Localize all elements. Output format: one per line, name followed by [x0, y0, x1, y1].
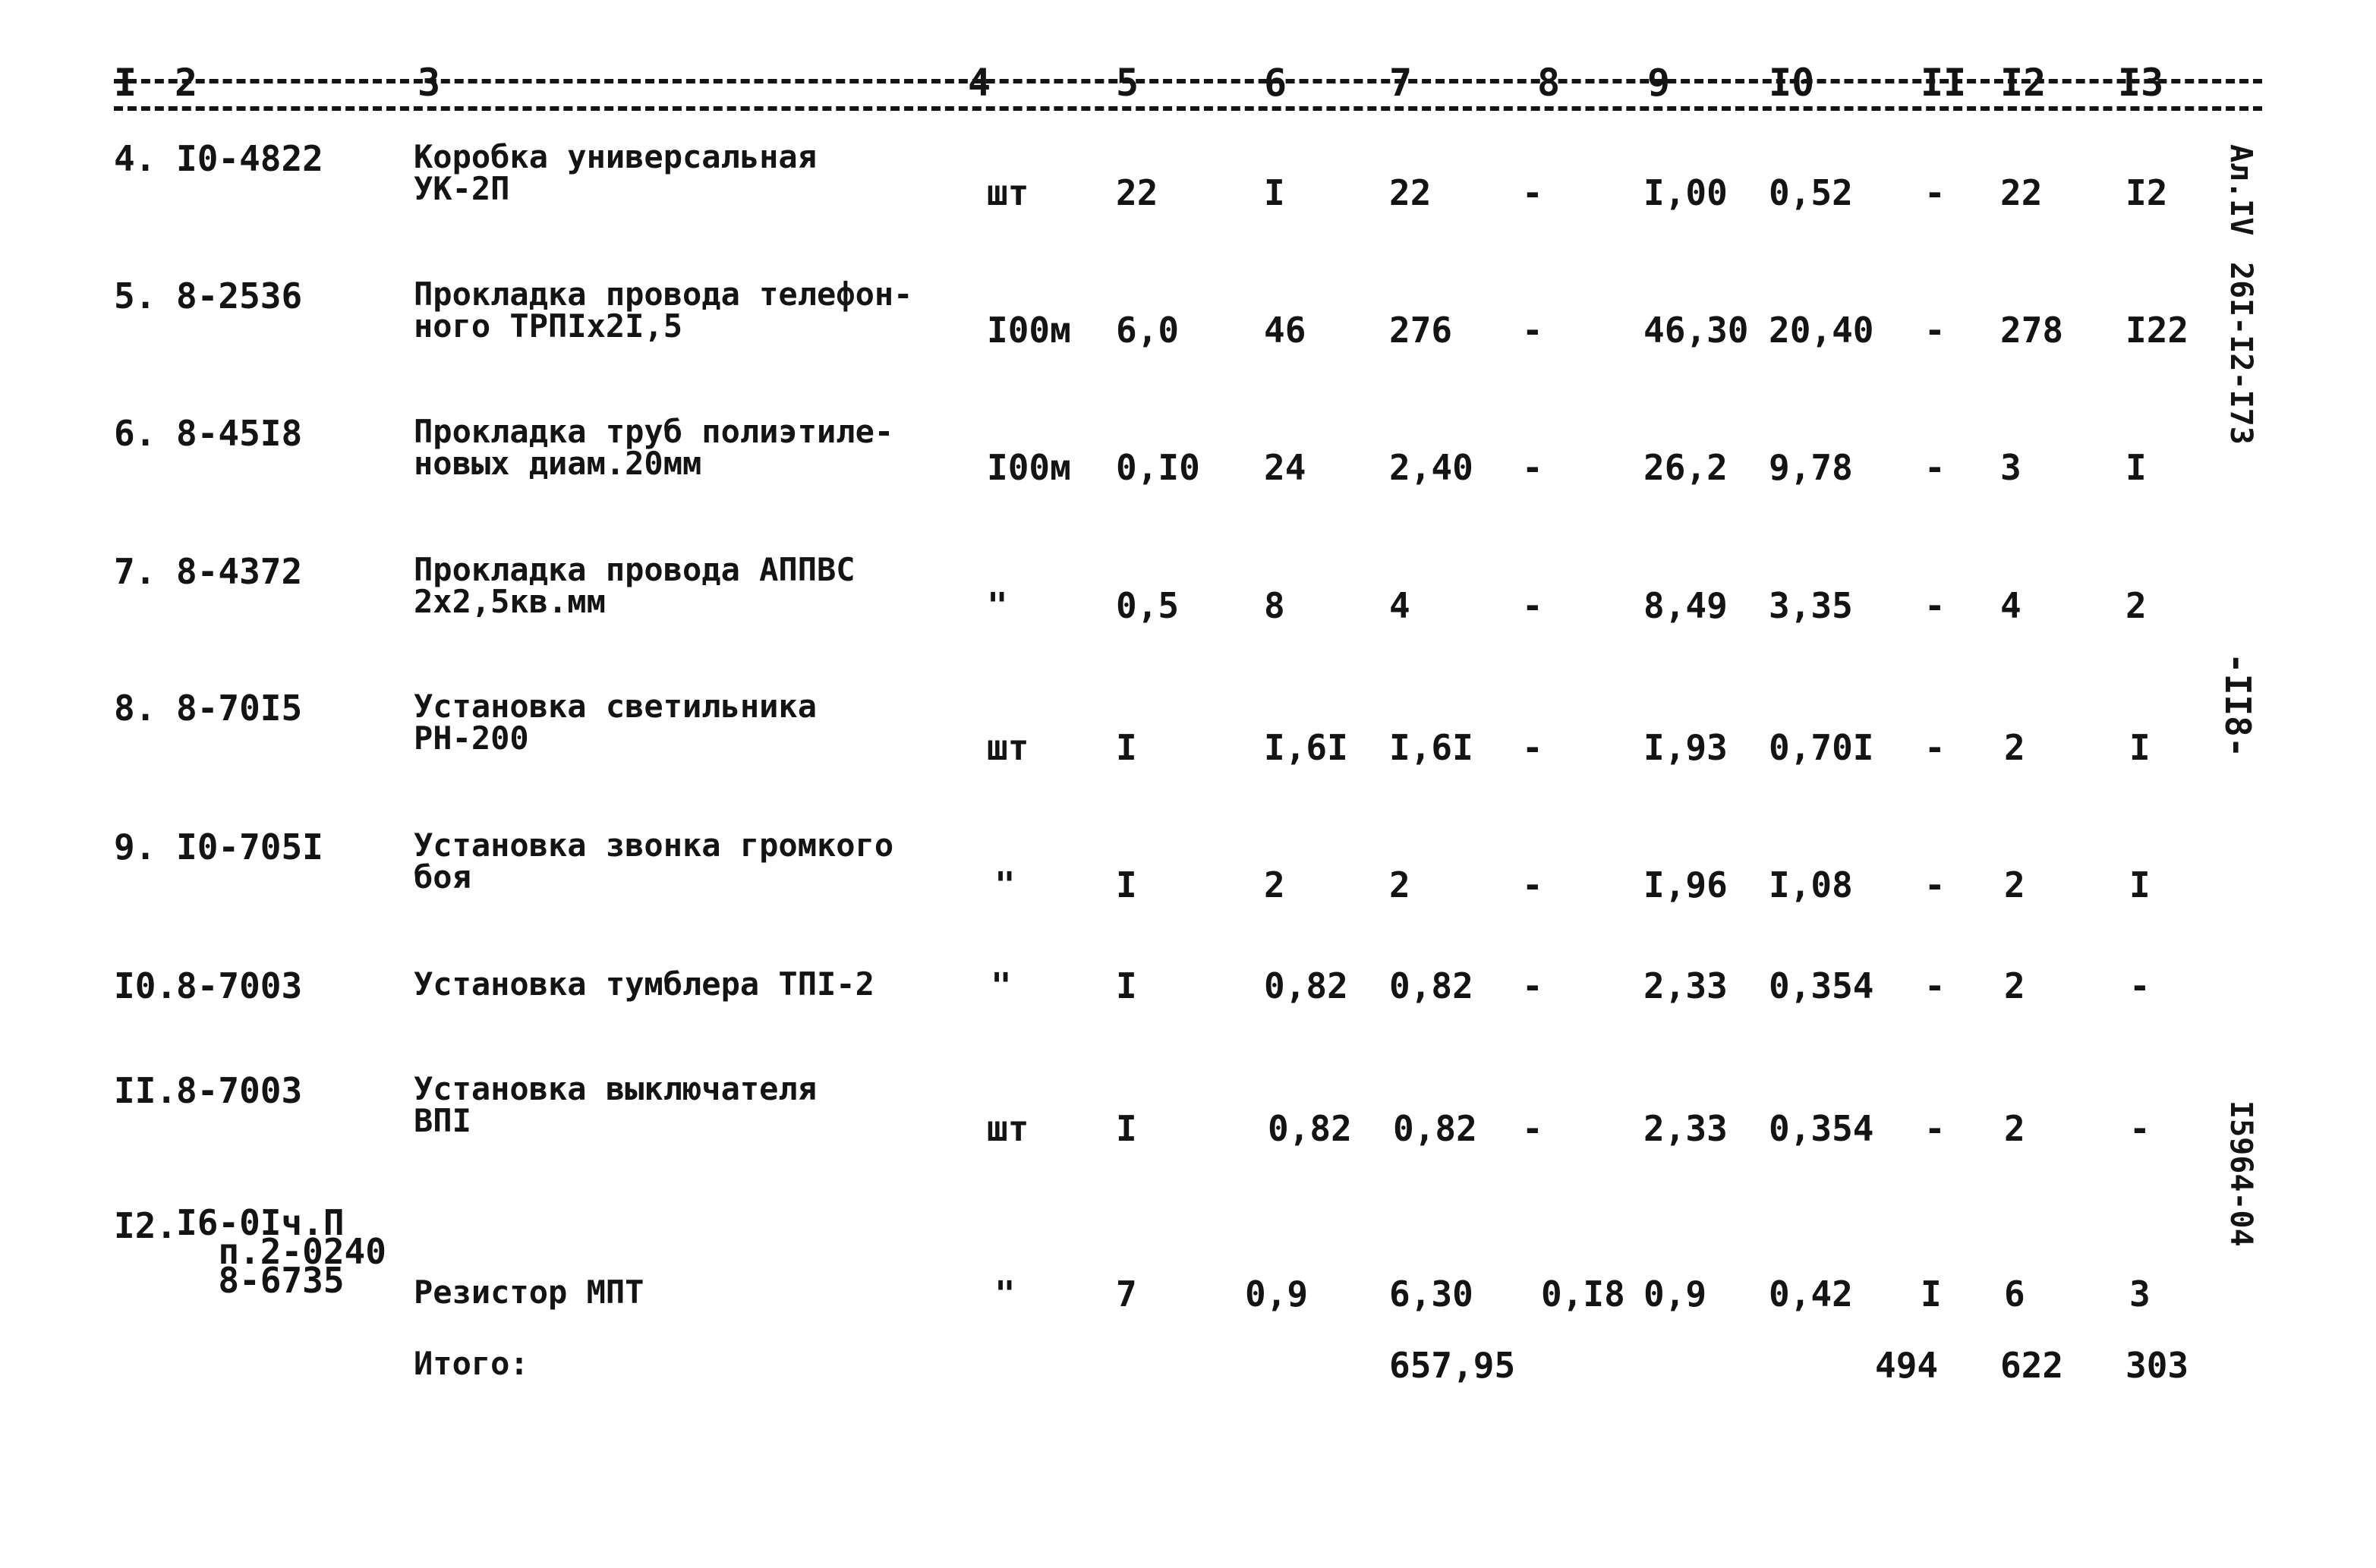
row-col9: 8,49: [1643, 585, 1728, 626]
total-col12: 622: [2000, 1345, 2064, 1386]
row-col8: -: [1522, 1108, 1543, 1149]
row-col6: I: [1264, 172, 1285, 213]
row-col7: 6,30: [1389, 1274, 1473, 1315]
row-col10: 0,354: [1769, 1108, 1874, 1149]
row-col13: 2: [2125, 585, 2147, 626]
row-col8: -: [1522, 727, 1543, 768]
row-code: 8-70I5: [176, 688, 303, 729]
inventory-number-mark: I5964-04: [2223, 1100, 2258, 1247]
row-unit: шт: [987, 727, 1029, 768]
total-col11: 494: [1875, 1345, 1939, 1386]
row-col7: 2: [1389, 864, 1410, 905]
row-col13: -: [2129, 965, 2151, 1006]
row-col6: 2: [1264, 864, 1285, 905]
row-col11: -: [1924, 172, 1946, 213]
row-col12: 2: [2004, 727, 2025, 768]
row-name: Прокладка труб полиэтиле- новых диам.20мм: [414, 413, 894, 482]
row-col12: 2: [2004, 864, 2025, 905]
header-rule-bottom: [114, 106, 2262, 111]
row-number: 4.: [114, 138, 156, 179]
row-col11: -: [1924, 727, 1946, 768]
row-number: 9.: [114, 827, 156, 867]
row-name: Установка выключателя ВПI: [414, 1070, 818, 1139]
row-col6: 46: [1264, 310, 1306, 351]
row-col13: 3: [2129, 1274, 2151, 1315]
row-col8: -: [1522, 310, 1543, 351]
row-col5: I: [1116, 965, 1137, 1006]
row-col7: 276: [1389, 310, 1453, 351]
row-col6: 0,82: [1268, 1108, 1352, 1149]
row-code: I0-4822: [176, 138, 323, 179]
row-col8: -: [1522, 172, 1543, 213]
row-col6: I,6I: [1264, 727, 1348, 768]
row-code: I0-705I: [176, 827, 323, 867]
row-number: 5.: [114, 276, 156, 316]
row-number: I2.: [114, 1205, 178, 1246]
row-col11: -: [1924, 965, 1946, 1006]
row-col9: 46,30: [1643, 310, 1749, 351]
row-number: II.: [114, 1070, 178, 1111]
row-col12: 4: [2000, 585, 2021, 626]
row-col10: 0,70I: [1769, 727, 1874, 768]
row-col7: 22: [1389, 172, 1432, 213]
col-header-11: II: [1921, 61, 1967, 105]
row-name: Прокладка провода телефон- ного ТРПIх2I,5: [414, 276, 913, 345]
col-header-8: 8: [1537, 61, 1561, 105]
col-header-3: 3: [418, 61, 441, 105]
row-col10: 20,40: [1769, 310, 1874, 351]
row-col5: I: [1116, 1108, 1137, 1149]
row-unit: ": [991, 965, 1012, 1006]
row-col7: 0,82: [1393, 1108, 1477, 1149]
col-header-9: 9: [1647, 61, 1671, 105]
row-col6: 0,9: [1245, 1274, 1309, 1315]
row-code: 8-2536: [176, 276, 303, 316]
row-col5: 22: [1116, 172, 1158, 213]
row-col9: 2,33: [1643, 1108, 1728, 1149]
row-name: Прокладка провода АППВС 2х2,5кв.мм: [414, 551, 856, 620]
row-col9: 2,33: [1643, 965, 1728, 1006]
row-unit: шт: [987, 172, 1029, 213]
row-col13: I: [2125, 447, 2147, 488]
col-header-5: 5: [1116, 61, 1139, 105]
row-unit: ": [987, 585, 1008, 626]
row-unit: I00м: [987, 310, 1071, 351]
row-number: I0.: [114, 965, 178, 1006]
col-header-1: I: [114, 61, 137, 105]
row-col5: 0,I0: [1116, 447, 1200, 488]
total-col7: 657,95: [1389, 1345, 1516, 1386]
row-code: 8-7003: [176, 965, 303, 1006]
row-col9: I,96: [1643, 864, 1728, 905]
col-header-13: I3: [2118, 61, 2164, 105]
row-code: 8-7003: [176, 1070, 303, 1111]
row-col9: I,93: [1643, 727, 1728, 768]
row-col8: -: [1522, 447, 1543, 488]
row-col6: 24: [1264, 447, 1306, 488]
row-col11: -: [1924, 310, 1946, 351]
row-col12: 6: [2004, 1274, 2025, 1315]
row-col12: 2: [2004, 1108, 2025, 1149]
row-name: Установка звонка громкого боя: [414, 827, 894, 896]
col-header-4: 4: [968, 61, 991, 105]
col-header-7: 7: [1389, 61, 1413, 105]
row-unit: I00м: [987, 447, 1071, 488]
row-col12: 22: [2000, 172, 2043, 213]
row-col10: 3,35: [1769, 585, 1853, 626]
col-header-2: 2: [175, 61, 198, 105]
total-col13: 303: [2125, 1345, 2189, 1386]
row-col9: 26,2: [1643, 447, 1728, 488]
row-unit: ": [994, 864, 1016, 905]
row-col6: 8: [1264, 585, 1285, 626]
row-col12: 3: [2000, 447, 2021, 488]
row-code: 8-45I8: [176, 413, 303, 454]
row-col11: -: [1924, 585, 1946, 626]
row-col6: 0,82: [1264, 965, 1348, 1006]
row-col7: I,6I: [1389, 727, 1473, 768]
row-col13: I22: [2125, 310, 2189, 351]
row-col5: 0,5: [1116, 585, 1180, 626]
row-col13: -: [2129, 1108, 2151, 1149]
row-col12: 278: [2000, 310, 2064, 351]
row-code: 8-4372: [176, 551, 303, 592]
row-name: Установка тумблера ТПI-2: [414, 965, 874, 1003]
row-col5: I: [1116, 727, 1137, 768]
row-col11: I: [1921, 1274, 1942, 1315]
row-col11: -: [1924, 1108, 1946, 1149]
row-col8: -: [1522, 965, 1543, 1006]
row-col8: 0,I8: [1541, 1274, 1625, 1315]
col-header-6: 6: [1264, 61, 1287, 105]
row-code: I6-0Iч.П п.2-0240 8-6735: [176, 1202, 386, 1301]
col-header-12: I2: [2000, 61, 2047, 105]
row-col11: -: [1924, 447, 1946, 488]
row-col11: -: [1924, 864, 1946, 905]
row-col10: 0,354: [1769, 965, 1874, 1006]
row-col10: I,08: [1769, 864, 1853, 905]
col-header-10: I0: [1769, 61, 1815, 105]
row-col10: 0,42: [1769, 1274, 1853, 1315]
project-number-mark: 26I-I2-I73: [2223, 262, 2258, 445]
row-number: 8.: [114, 688, 156, 729]
row-col5: 6,0: [1116, 310, 1180, 351]
row-col12: 2: [2004, 965, 2025, 1006]
row-unit: шт: [987, 1108, 1029, 1149]
row-col10: 0,52: [1769, 172, 1853, 213]
row-name: Резистор МПТ: [414, 1274, 644, 1311]
row-col9: 0,9: [1643, 1274, 1707, 1315]
album-mark: Ал.IV: [2223, 144, 2258, 236]
row-name: Установка светильника РН-200: [414, 688, 818, 757]
row-number: 6.: [114, 413, 156, 454]
row-number: 7.: [114, 551, 156, 592]
row-col7: 4: [1389, 585, 1410, 626]
row-col5: 7: [1116, 1274, 1137, 1315]
row-col7: 0,82: [1389, 965, 1473, 1006]
row-col13: I: [2129, 727, 2151, 768]
row-name: Коробка универсальная УК-2П: [414, 138, 818, 207]
row-col8: -: [1522, 585, 1543, 626]
row-unit: ": [994, 1274, 1016, 1315]
row-col8: -: [1522, 864, 1543, 905]
row-col13: I: [2129, 864, 2151, 905]
total-label: Итого:: [414, 1345, 529, 1382]
row-col13: I2: [2125, 172, 2168, 213]
row-col9: I,00: [1643, 172, 1728, 213]
page-number-mark: -II8-: [2217, 653, 2258, 758]
row-col5: I: [1116, 864, 1137, 905]
row-col7: 2,40: [1389, 447, 1473, 488]
row-col10: 9,78: [1769, 447, 1853, 488]
